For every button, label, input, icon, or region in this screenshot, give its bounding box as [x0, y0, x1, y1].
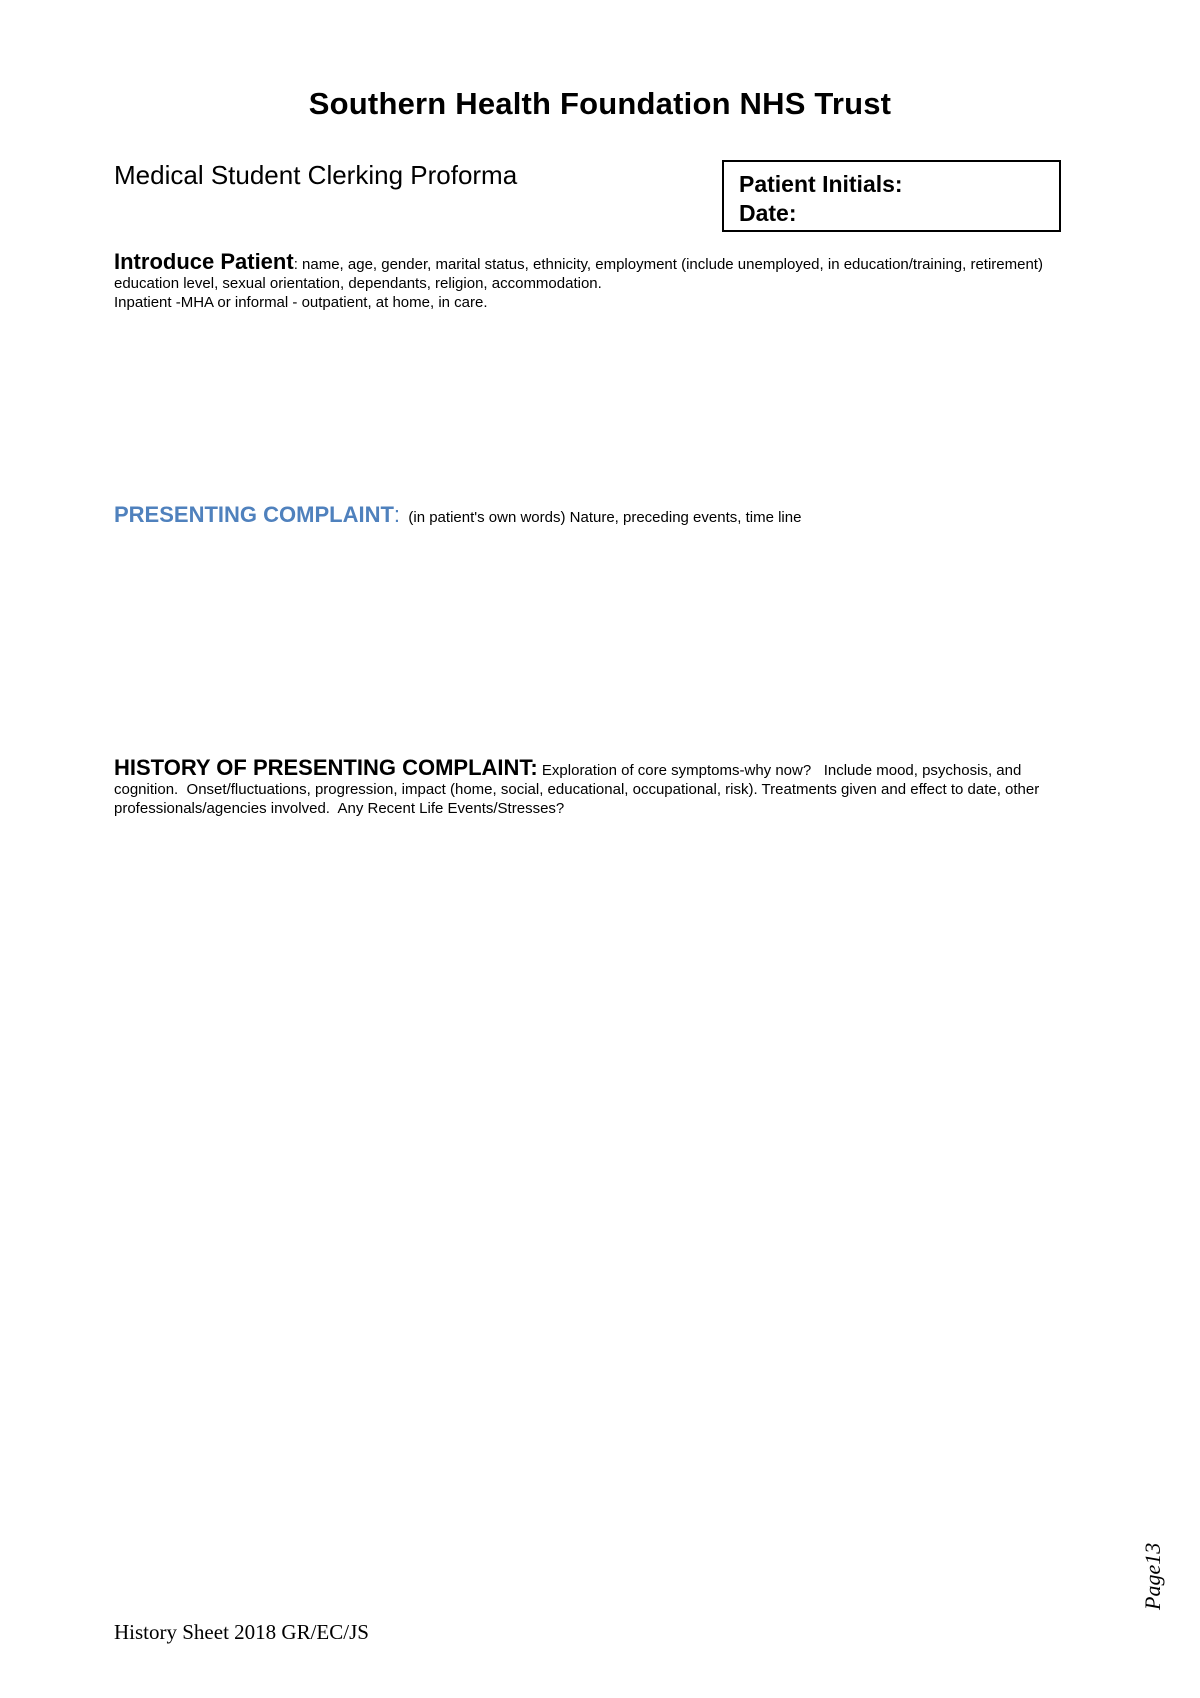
presenting-complaint-instructions: (in patient's own words) Nature, preceding events, time line — [408, 509, 802, 526]
form-title: Medical Student Clerking Proforma — [114, 160, 518, 190]
history-section — [114, 755, 1074, 818]
introduce-patient-instructions: name, age, gender, marital status, ethnicity, employment (include unemployed, in education/training, retirement) education level, sexual orientation, dependants, religion, accommodation. — [114, 256, 1043, 292]
introduce-patient-separator: : — [293, 256, 298, 273]
history-instructions: Exploration of core symptoms-why now? Include mood, psychosis, and cognition. Onset/fluctuations, progression, impact (home, social, educational, occupational, risk). Treatments given and effect to date, other professionals/agencies involved. Any Recent Life Events/Stresses? — [114, 762, 1073, 817]
page-number: Page13 — [1140, 1542, 1165, 1610]
history-heading: HISTORY OF PRESENTING COMPLAINT: — [114, 755, 538, 780]
organization-title: Southern Health Foundation NHS Trust — [308, 86, 892, 121]
patient-info-box — [722, 160, 1061, 232]
footer-reference: History Sheet 2018 GR/EC/JS — [114, 1620, 369, 1644]
presenting-complaint-section — [114, 502, 1074, 527]
introduce-patient-setting: Inpatient -MHA or informal - outpatient, at home, in care. — [114, 294, 488, 311]
patient-initials-label: Patient Initials: — [739, 171, 903, 197]
presenting-complaint-heading: PRESENTING COMPLAINT — [114, 502, 394, 527]
date-label: Date: — [739, 200, 797, 226]
introduce-patient-section — [114, 249, 1074, 312]
presenting-complaint-separator: : — [393, 502, 401, 527]
introduce-patient-heading: Introduce Patient — [114, 249, 294, 274]
